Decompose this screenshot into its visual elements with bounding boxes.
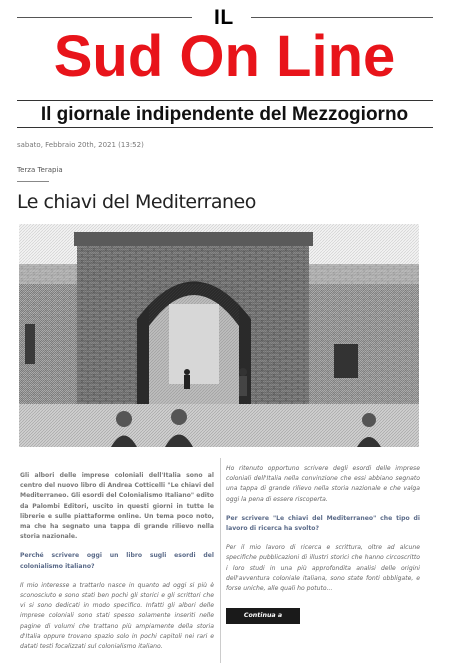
masthead-rule-right (251, 17, 433, 18)
interview-question: Perché scrivere oggi un libro sugli esordi del colonialismo italiano? (20, 552, 214, 570)
paragraph: Il mio interesse a trattarlo nasce in quanto ad oggi si più è sconosciuto e sono stati ben pochi gli storici e gli scrittori che vi si sono dedicati in modo specifico. Infatti gli albori delle imprese coloniali sono stati spesso solamente inseriti nelle pagine di volumi che trattano più ampiamente della storia d'Italia oppure trovano spazio solo in pochi capitoli nei rari e datati testi focalizzati sul colonialismo italiano. (20, 581, 214, 651)
article-title: Le chiavi del Mediterraneo (17, 191, 256, 213)
paragraph: Per il mio lavoro di ricerca e scrittura, oltre ad alcune specifiche pubblicazioni di illustri storici che hanno circoscritto i loro studi in una più approfondita analisi delle origini dell'avventura coloniale italiana, sono state fonti obbligate, e forse uniche, alle quali ho potuto... (226, 544, 420, 593)
site-tagline: Il giornale indipendente del Mezzogiorno (40, 104, 409, 125)
masthead[interactable] (0, 0, 449, 130)
gate-engraving-illustration (19, 224, 419, 447)
article-date: sabato, Febbraio 20th, 2021 (13:52) (17, 141, 144, 149)
interview-question: Per scrivere "Le chiavi del Mediterraneo" che tipo di lavoro di ricerca ha svolto? (226, 514, 420, 533)
article-body-right (226, 464, 420, 603)
read-more-button[interactable]: Continua a leggere... (226, 608, 300, 624)
paragraph: Ho ritenuto opportuno scrivere degli esordi delle imprese coloniali dell'Italia nella convinzione che essi abbiano segnato una tappa di grande rilievo nella storia nazionale e che valga oggi la pena di essere riscoperta. (226, 465, 420, 503)
article-image (19, 224, 419, 447)
masthead-divider (17, 100, 433, 101)
masthead-divider-bottom (17, 127, 433, 128)
article-body-left (20, 471, 214, 661)
paragraph: Gli albori delle imprese coloniali dell'Italia sono al centro del nuovo libro di Andrea Cotticelli "Le chiavi del Mediterraneo. Gli esordi del Colonialismo Italiano" edito da Palombi Editori, uscito in questi giorni in tutte le librerie e sulle piattaforme online. Un tema poco noto, ma che ha segnato una tappa di grande rilievo nella storia nazionale. (20, 472, 214, 541)
article-category[interactable]: Terza Terapia (17, 166, 63, 174)
column-divider (220, 458, 221, 663)
category-underline (17, 181, 49, 182)
site-logo[interactable]: Sud On Line (53, 24, 396, 89)
logo-il: IL (214, 6, 234, 29)
masthead-rule-left (17, 17, 192, 18)
